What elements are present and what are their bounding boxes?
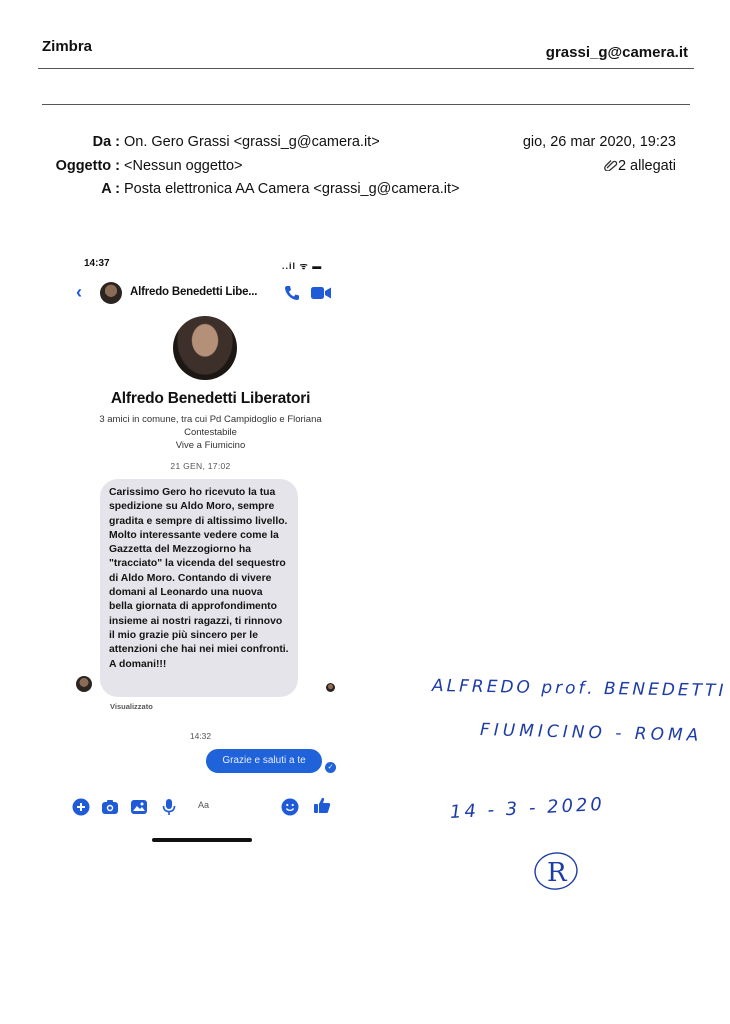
handwritten-place: FIUMICINO - ROMA (479, 720, 703, 746)
initial-letter: R (547, 858, 567, 888)
to-row (0, 181, 460, 197)
to-label: A : (101, 181, 120, 197)
status-icons: ..il ᯤ ▬ (282, 261, 323, 271)
paperclip-icon (604, 159, 618, 171)
sent-check-icon: ✓ (325, 762, 336, 773)
video-call-icon[interactable] (311, 287, 331, 299)
camera-icon[interactable] (101, 798, 119, 816)
subject-label: Oggetto : (55, 158, 120, 174)
header-divider (38, 68, 694, 69)
from-value: On. Gero Grassi <grassi_g@camera.it> (124, 134, 380, 150)
sender-avatar (76, 676, 92, 692)
gallery-icon[interactable] (130, 798, 148, 816)
section-divider (42, 104, 690, 105)
message-input[interactable]: Aa (198, 800, 210, 810)
status-time: 14:37 (84, 258, 110, 269)
back-chevron-icon[interactable]: ‹ (76, 282, 82, 302)
emoji-icon[interactable] (281, 798, 299, 816)
profile-location: Vive a Fiumicino (175, 440, 246, 451)
message-timestamp: 21 GEN, 17:02 (170, 461, 231, 471)
phone-call-icon[interactable] (284, 285, 300, 301)
app-name: Zimbra (42, 38, 93, 55)
message-timestamp: 14:32 (189, 731, 212, 741)
handwritten-date: 14 - 3 - 2020 (449, 793, 606, 823)
plus-icon[interactable] (72, 798, 90, 816)
home-indicator (152, 838, 252, 842)
subject-value: <Nessun oggetto> (124, 158, 243, 174)
to-value: Posta elettronica AA Camera <grassi_g@camera.it> (124, 181, 460, 197)
profile-name: Alfredo Benedetti Liberatori (110, 390, 311, 407)
from-row (0, 134, 380, 150)
attachments[interactable] (604, 158, 676, 174)
mutual-friends: 3 amici in comune, tra cui Pd Campidoglio e Floriana Contestabile (99, 414, 322, 438)
thumbs-up-icon[interactable] (313, 796, 331, 814)
seen-label: Visualizzato (110, 702, 153, 711)
seen-avatar (326, 683, 335, 692)
handwritten-initial-signature (533, 851, 579, 891)
email-date: gio, 26 mar 2020, 19:23 (522, 134, 676, 150)
contact-avatar[interactable] (100, 282, 122, 304)
outgoing-message[interactable]: Grazie e saluti a te (206, 749, 322, 773)
incoming-message[interactable]: Carissimo Gero ho ricevuto la tua spedizione su Aldo Moro, sempre gradita e sempre di altissimo livello. Molto interessante vedere come la Gazzetta del Mezzogiorno ha "tracciato" la vicenda del sequestro di Aldo Moro. Contando di vivere domani al Leonardo una nuova bella giornata di approfondimento insieme ai nostri ragazzi, ti rinnovo il mio grazie più sincero per le attenzioni che hai nei miei confronti. A domani!!! (100, 479, 298, 697)
contact-name-short[interactable]: Alfredo Benedetti Libe... (130, 286, 258, 298)
account-email: grassi_g@camera.it (545, 44, 688, 61)
handwritten-name: ALFREDO prof. BENEDETTI (431, 676, 727, 702)
subject-row (0, 158, 243, 174)
from-label: Da : (92, 134, 120, 150)
attachments-label: 2 allegati (617, 158, 676, 174)
profile-photo[interactable] (173, 316, 237, 380)
microphone-icon[interactable] (160, 798, 178, 816)
